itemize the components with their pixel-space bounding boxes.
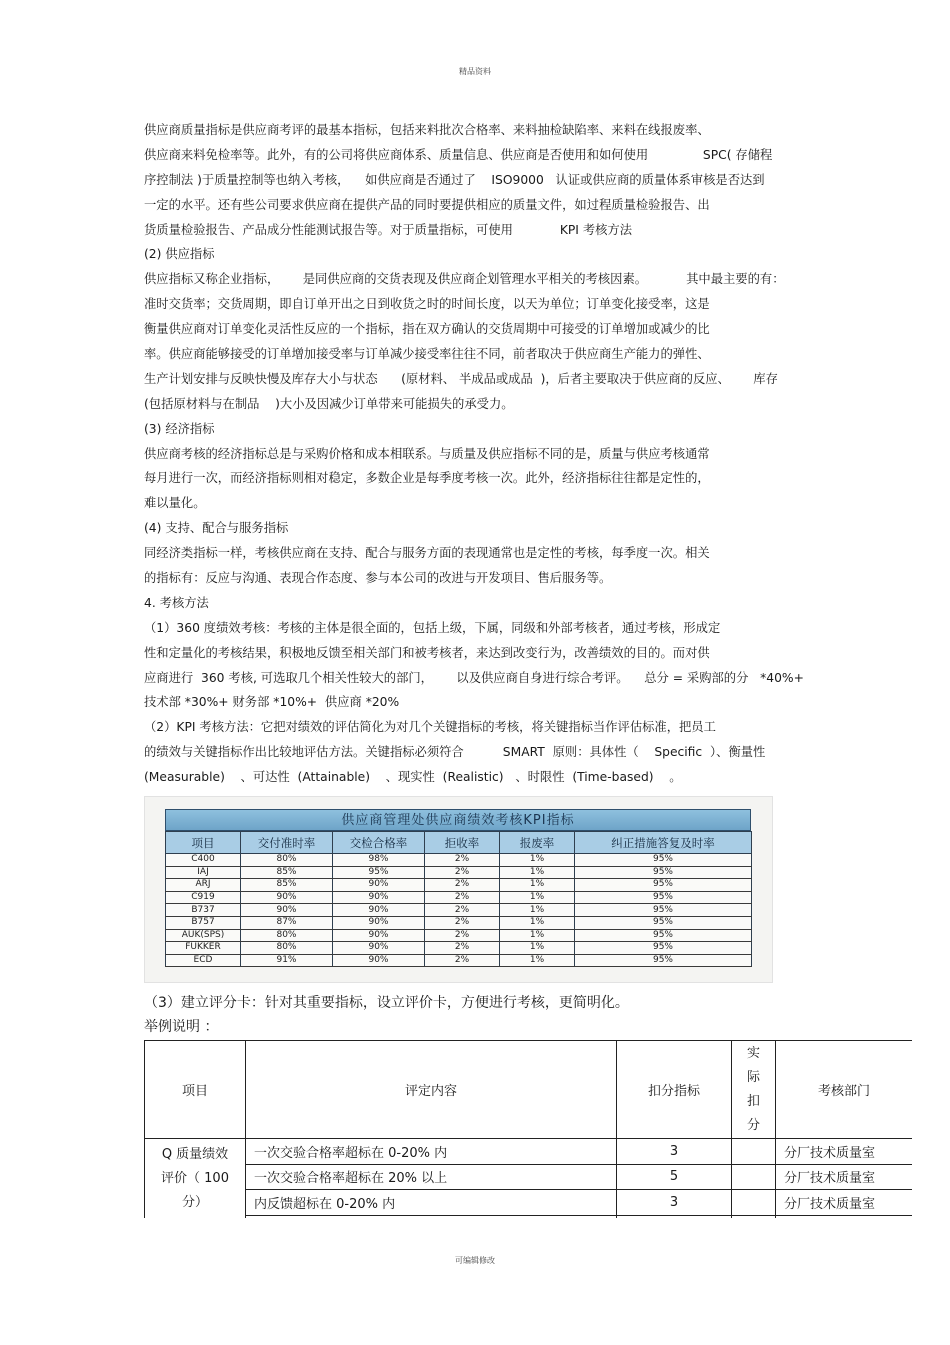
row-actual xyxy=(732,1164,776,1190)
text-line: 供应指标又称企业指标， 是同供应商的交货表现及供应商企划管理水平相关的考核因素。 其中最主要的有： xyxy=(144,272,785,287)
kpi-column-header: 项目 xyxy=(166,832,241,854)
kpi-row-label: B757 xyxy=(166,916,241,929)
text-line: 性和定量化的考核结果，积极地反馈至相关部门和被考核者，来达到改变行为，改善绩效的目的。而对供 xyxy=(144,645,710,660)
score-card-table-wrap xyxy=(144,1040,912,1218)
kpi-cell: 90% xyxy=(333,916,425,929)
kpi-cell: 95% xyxy=(575,929,752,942)
kpi-row-label: IAJ xyxy=(166,866,241,879)
text-line: (4) 支持、配合与服务指标 xyxy=(144,521,289,536)
kpi-cell: 1% xyxy=(500,954,575,967)
row-deduct-cut xyxy=(617,1215,732,1218)
text-line: 同经济类指标一样，考核供应商在支持、配合与服务方面的表现通常也是定性的考核，每季度一次。相关 xyxy=(144,546,710,561)
kpi-table-row xyxy=(166,891,752,904)
text-line: （2）KPI 考核方法：它把对绩效的评估简化为对几个关键指标的考核，将关键指标当作评估标准，把员工 xyxy=(144,720,716,735)
kpi-cell: 80% xyxy=(241,854,333,867)
kpi-row-label: ARJ xyxy=(166,879,241,892)
row-actual xyxy=(732,1190,776,1216)
text-line: 一定的水平。还有些公司要求供应商在提供产品的同时要提供相应的质量文件，如过程质量检验报告、出 xyxy=(144,197,710,212)
kpi-cell: 2% xyxy=(425,929,500,942)
header-item: 项目 xyxy=(145,1041,246,1139)
kpi-cell: 90% xyxy=(333,954,425,967)
row-deduct: 5 xyxy=(617,1164,732,1190)
kpi-cell: 95% xyxy=(575,854,752,867)
kpi-table xyxy=(165,831,752,967)
header-dept: 考核部门 xyxy=(776,1041,913,1139)
kpi-cell: 2% xyxy=(425,866,500,879)
kpi-table-row xyxy=(166,866,752,879)
row-dept: 分厂技术质量室 xyxy=(776,1139,913,1165)
row-actual xyxy=(732,1139,776,1165)
kpi-row-label: ECD xyxy=(166,954,241,967)
kpi-cell: 2% xyxy=(425,891,500,904)
kpi-cell: 90% xyxy=(333,904,425,917)
kpi-row-label: B737 xyxy=(166,904,241,917)
kpi-cell: 95% xyxy=(575,891,752,904)
header-content: 评定内容 xyxy=(246,1041,617,1139)
kpi-cell: 1% xyxy=(500,904,575,917)
row-content-cut xyxy=(246,1215,617,1218)
kpi-table-title: 供应商管理处供应商绩效考核KPI指标 xyxy=(165,809,751,831)
text-line: 供应商考核的经济指标总是与采购价格和成本相联系。与质量及供应指标不同的是，质量与供应考核通常 xyxy=(144,446,710,461)
row-actual-cut xyxy=(732,1215,776,1218)
kpi-table-row xyxy=(166,942,752,955)
kpi-table-row xyxy=(166,916,752,929)
kpi-cell: 1% xyxy=(500,854,575,867)
text-line: 率。供应商能够接受的订单增加接受率与订单减少接受率往往不同，前者取决于供应商生产能力的弹性、 xyxy=(144,347,710,362)
text-line: 难以量化。 xyxy=(144,496,206,511)
kpi-cell: 80% xyxy=(241,942,333,955)
text-line: 供应商来料免检率等。此外，有的公司将供应商体系、质量信息、供应商是否使用和如何使用 SPC( 存储程 xyxy=(144,147,773,162)
kpi-table-row xyxy=(166,929,752,942)
kpi-table-row xyxy=(166,904,752,917)
kpi-table-row xyxy=(166,854,752,867)
row-dept: 分厂技术质量室 xyxy=(776,1164,913,1190)
kpi-cell: 95% xyxy=(575,866,752,879)
text-line: 应商进行 360 考核, 可选取几个相关性较大的部门， 以及供应商自身进行综合考评。 总分 = 采购部的分 *40%+ xyxy=(144,670,804,685)
header-deduct: 扣分指标 xyxy=(617,1041,732,1139)
kpi-cell: 95% xyxy=(575,942,752,955)
kpi-cell: 90% xyxy=(333,929,425,942)
kpi-cell: 90% xyxy=(333,942,425,955)
row-content: 一次交验合格率超标在 0-20% 内 xyxy=(246,1139,617,1165)
kpi-cell: 85% xyxy=(241,879,333,892)
kpi-row-label: C919 xyxy=(166,891,241,904)
page-header-note: 精品资料 xyxy=(459,67,491,76)
kpi-cell: 2% xyxy=(425,916,500,929)
text-line: 技术部 *30%+ 财务部 *10%+ 供应商 *20% xyxy=(144,695,400,710)
score-card-table xyxy=(144,1040,912,1218)
text-line: 衡量供应商对订单变化灵活性反应的一个指标，指在双方确认的交货周期中可接受的订单增加或减少的比 xyxy=(144,322,710,337)
kpi-cell: 1% xyxy=(500,866,575,879)
kpi-cell: 2% xyxy=(425,954,500,967)
kpi-cell: 95% xyxy=(575,879,752,892)
group-label-q: Q 质量绩效 评价（ 100 分） xyxy=(145,1139,246,1219)
kpi-cell: 87% xyxy=(241,916,333,929)
kpi-cell: 80% xyxy=(241,929,333,942)
kpi-column-header: 交检合格率 xyxy=(333,832,425,854)
kpi-cell: 1% xyxy=(500,942,575,955)
body-text xyxy=(144,118,824,790)
text-line: 货质量检验报告、产品成分性能测试报告等。对于质量指标，可使用 KPI 考核方法 xyxy=(144,222,633,237)
kpi-table-image xyxy=(144,796,773,983)
header-actual: 实 际 扣 分 xyxy=(732,1041,776,1139)
row-dept: 分厂技术质量室 xyxy=(776,1190,913,1216)
text-line: 的绩效与关键指标作出比较地评估方法。关键指标必须符合 SMART 原则：具体性（ Specific ）、衡量性 xyxy=(144,745,766,760)
text-line: 供应商质量指标是供应商考评的最基本指标，包括来料批次合格率、来料抽检缺陷率、来料在线报废率、 xyxy=(144,123,710,137)
row-content: 内反馈超标在 0-20% 内 xyxy=(246,1190,617,1216)
kpi-cell: 95% xyxy=(575,954,752,967)
kpi-column-header: 纠正措施答复及时率 xyxy=(575,832,752,854)
kpi-cell: 1% xyxy=(500,929,575,942)
kpi-cell: 95% xyxy=(575,904,752,917)
text-line: 序控制法 )于质量控制等也纳入考核， 如供应商是否通过了 ISO9000 认证或供应商的质量体系审核是否达到 xyxy=(144,172,765,187)
section-3-heading: （3）建立评分卡：针对其重要指标，设立评价卡，方便进行考核，更简明化。 xyxy=(144,995,629,1011)
row-dept-cut xyxy=(776,1215,913,1218)
kpi-column-header: 报废率 xyxy=(500,832,575,854)
kpi-cell: 95% xyxy=(575,916,752,929)
kpi-cell: 85% xyxy=(241,866,333,879)
row-content: 一次交验合格率超标在 20% 以上 xyxy=(246,1164,617,1190)
text-line: (3) 经济指标 xyxy=(144,421,215,436)
kpi-cell: 90% xyxy=(241,904,333,917)
kpi-cell: 2% xyxy=(425,854,500,867)
kpi-cell: 90% xyxy=(241,891,333,904)
kpi-table-row xyxy=(166,954,752,967)
text-line: 准时交货率；交货周期，即自订单开出之日到收货之时的时间长度，以天为单位；订单变化接受率，这是 xyxy=(144,297,710,312)
text-line: 生产计划安排与反映快慢及库存大小与状态 (原材料、 半成品或成品 )，后者主要取决于供应商的反应、 库存 xyxy=(144,371,778,386)
kpi-cell: 90% xyxy=(333,879,425,892)
row-deduct: 3 xyxy=(617,1190,732,1216)
text-line: （1）360 度绩效考核：考核的主体是很全面的，包括上级，下属，同级和外部考核者，通过考核，形成定 xyxy=(144,620,721,635)
kpi-table-row xyxy=(166,879,752,892)
example-label: 举例说明 ： xyxy=(144,1019,219,1035)
kpi-cell: 90% xyxy=(333,891,425,904)
kpi-cell: 2% xyxy=(425,942,500,955)
kpi-cell: 95% xyxy=(333,866,425,879)
kpi-column-header: 拒收率 xyxy=(425,832,500,854)
text-line: 4. 考核方法 xyxy=(144,595,209,610)
text-line: 每月进行一次，而经济指标则相对稳定，多数企业是每季度考核一次。此外，经济指标往往都是定性的， xyxy=(144,471,710,486)
kpi-row-label: AUK(SPS) xyxy=(166,929,241,942)
kpi-cell: 91% xyxy=(241,954,333,967)
text-line: (Measurable) 、可达性 (Attainable) 、现实性 (Realistic) 、时限性 (Time-based) 。 xyxy=(144,770,682,785)
kpi-cell: 2% xyxy=(425,904,500,917)
page-footer-note: 可编辑修改 xyxy=(455,1256,495,1265)
text-line: (2) 供应指标 xyxy=(144,247,215,262)
text-line: 的指标有：反应与沟通、表现合作态度、参与本公司的改进与开发项目、售后服务等。 xyxy=(144,571,612,586)
kpi-cell: 2% xyxy=(425,879,500,892)
kpi-row-label: C400 xyxy=(166,854,241,867)
kpi-row-label: FUKKER xyxy=(166,942,241,955)
kpi-column-header: 交付准时率 xyxy=(241,832,333,854)
kpi-cell: 1% xyxy=(500,891,575,904)
text-line: (包括原材料与在制品 )大小及因减少订单带来可能损失的承受力。 xyxy=(144,396,514,411)
kpi-cell: 1% xyxy=(500,916,575,929)
kpi-cell: 1% xyxy=(500,879,575,892)
row-deduct: 3 xyxy=(617,1139,732,1165)
kpi-cell: 98% xyxy=(333,854,425,867)
